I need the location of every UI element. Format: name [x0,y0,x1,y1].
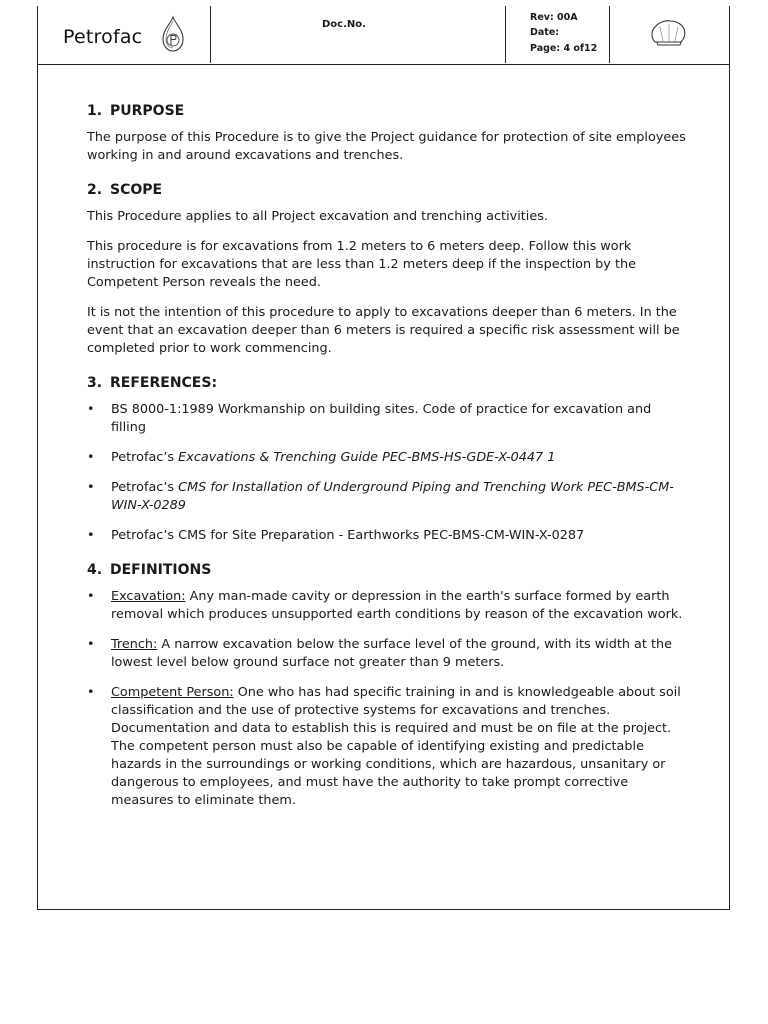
section-heading: 3. REFERENCES: [87,375,218,391]
definitions-list [87,588,687,810]
doc-number-label: Doc.No. [322,19,366,30]
paragraph: The purpose of this Procedure is to give the Project guidance for protection of site employees working in and around excavations and trenches. [87,130,686,163]
paragraph: This Procedure applies to all Project excavation and trenching activities. [87,209,548,224]
section-heading: 1. PURPOSE [87,103,185,119]
list-item: • Petrofac’s CMS for Site Preparation - Earthworks PEC-BMS-CM-WIN-X-0287 [87,528,585,543]
section-definitions [87,561,687,810]
section-references [87,374,687,545]
list-item: • BS 8000-1:1989 Workmanship on building sites. Code of practice for excavation and filling [87,402,652,435]
date: Date: [530,27,560,38]
references-list [87,401,687,545]
list-item: • Competent Person: One who has had specific training in and is knowledgeable about soil classification and the use of protective systems for excavations and trenches. Documentation and data to establish this is required and must be on file at the project. The competent person must also be capable of identifying existing and predictable hazards in the surroundings or working conditions, which are hazardous, unsanitary or dangerous to employees, and must have the authority to take prompt corrective measures to eliminate them. [87,685,681,808]
client-logo-icon [649,18,689,48]
revision: Rev: 00A [530,12,578,23]
revision-cell [506,6,610,63]
paragraph: This procedure is for excavations from 1.2 meters to 6 meters deep. Follow this work instruction for excavations that are less than 1.2 meters deep if the inspection by the Competent Person reveals the need. [87,239,636,290]
list-item: • Petrofac’s CMS for Installation of Underground Piping and Trenching Work PEC-BMS-CM-WIN-X-0289 [87,480,674,513]
list-item: • Petrofac’s Excavations & Trenching Guide PEC-BMS-HS-GDE-X-0447 1 [87,450,556,465]
document-body [87,102,687,826]
section-heading: 2. SCOPE [87,182,163,198]
page-number: Page: 4 of12 [530,43,598,54]
section-scope [87,181,687,358]
logo-cell [37,6,211,63]
paragraph: It is not the intention of this procedure to apply to excavations deeper than 6 meters. In the event that an excavation deeper than 6 meters is required a specific risk assessment will be completed prior to work commencing. [87,305,680,356]
document-header [37,6,730,65]
petrofac-logo-icon [158,14,188,56]
list-item: • Excavation: Any man-made cavity or depression in the earth's surface formed by earth removal which produces unsupported earth conditions by reason of the excavation work. [87,589,683,622]
doc-number-cell [211,6,506,63]
section-purpose [87,102,687,165]
list-item: • Trench: A narrow excavation below the surface level of the ground, with its width at the lowest level below ground surface not greater than 9 meters. [87,637,672,670]
company-name: Petrofac [63,26,143,48]
section-heading: 4. DEFINITIONS [87,562,212,578]
